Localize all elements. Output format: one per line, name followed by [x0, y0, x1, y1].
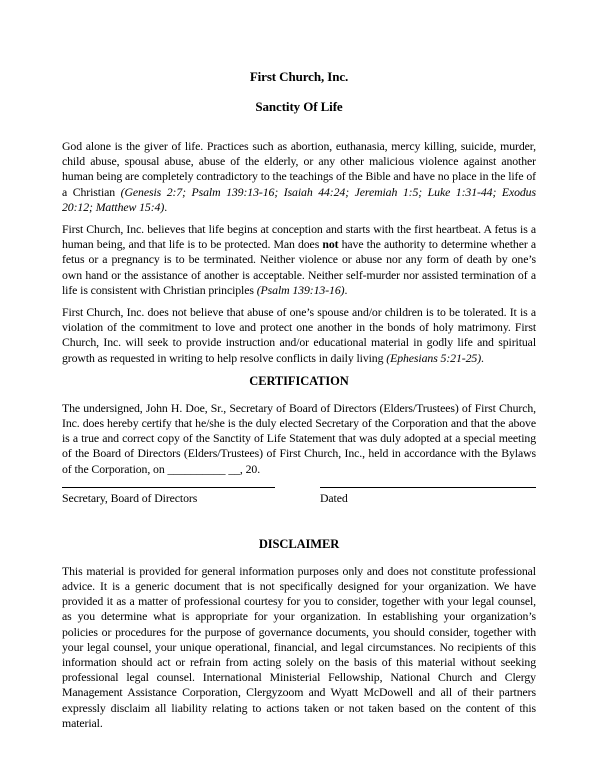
- paragraph-sanctity-2: [62, 222, 536, 298]
- paragraph-text: .: [481, 350, 484, 365]
- org-name-title: First Church, Inc.: [249, 69, 349, 84]
- signature-field-secretary: [62, 487, 275, 506]
- certification-paragraph: The undersigned, John H. Doe, Sr., Secretary of Board of Directors (Elders/Trustees) of First Church, Inc. does hereby certify that he/she is the duly elected Secretary of the Corporation and that the above is a true and correct copy of the Sanctity of Life Statement that was duly adopted at a special meeting of the Board of Directors (Elders/Trustees) of First Church, Inc., held in accordance with the Bylaws of the Corporation, on __________ __, 20.: [62, 400, 536, 476]
- paragraph-sanctity-3: [62, 305, 536, 366]
- disclaimer-paragraph: This material is provided for general information purposes only and does not constitute professional advice. It is a generic document that is not specifically designed for your organization. We have provided it as a matter of professional courtesy for you to consider, together with your legal counsel, as you determine what is appropriate for your organization. In establishing your organization’s policies or procedures for the purpose of governance documents, you should consider, together with your legal counsel, your unique operational, financial, and legal circumstances. No recipients of this information should act or refrain from acting solely on the basis of this material without seeking professional legal counsel. International Ministerial Fellowship, National Church and Clergy Management Assistance Corporation, Clergyzoom and Wyatt McDowell and all of their partners expressly disclaim all liability relating to actions taken or not taken based on the content of this material.: [62, 563, 536, 730]
- paragraph-sanctity-1: [62, 139, 536, 215]
- certification-heading: CERTIFICATION: [249, 373, 349, 388]
- paragraph-text: .: [344, 282, 348, 297]
- paragraph-text: First Church, Inc. believes that life begins at conception and starts with the first heartbeat. A fetus is a human being, and that life is to be protected. Man does: [62, 222, 536, 252]
- paragraph-text: First Church, Inc. does not believe that abuse of one’s spouse and/or children is to be tolerated. It is a violation of the commitment to love and protect one another in the bonds of holy matrimony. First Church, Inc. will seek to provide instruction and/or educational material in godly life and spiritual growth as requested in writing to help resolve conflicts in daily living: [62, 305, 536, 365]
- emphasized-word: not: [322, 237, 339, 252]
- signature-label-secretary: Secretary, Board of Directors: [62, 490, 198, 505]
- scripture-reference: (Ephesians 5:21-25): [386, 350, 482, 365]
- document-title: Sanctity Of Life: [255, 99, 343, 114]
- scripture-reference: (Psalm 139:13-16): [256, 282, 345, 297]
- signature-block: [62, 487, 536, 506]
- paragraph-text: .: [164, 199, 168, 214]
- disclaimer-heading: DISCLAIMER: [258, 536, 340, 551]
- paragraph-text: God alone is the giver of life. Practices such as abortion, euthanasia, mercy killing, suicide, murder, child abuse, spousal abuse, abuse of the elderly, or any other malicious violence against another human being are completely contradictory to the teachings of the Bible and have no place in the life of a Christian: [62, 139, 536, 199]
- paragraph-text: have the authority to determine whether a fetus or a pregnancy is to be terminated. Neither violence or abuse nor any form of death by one’s own hand or the assistance of another is acceptable. Neither self-murder nor assisted termination of a life is consistent with Christian principles: [62, 237, 536, 297]
- signature-label-dated: Dated: [320, 490, 348, 505]
- scripture-reference: (Genesis 2:7; Psalm 139:13-16; Isaiah 44:24; Jeremiah 1:5; Luke 1:31-44; Exodus 20:12; Matthew 15:4): [62, 184, 536, 214]
- signature-field-dated: [320, 487, 536, 506]
